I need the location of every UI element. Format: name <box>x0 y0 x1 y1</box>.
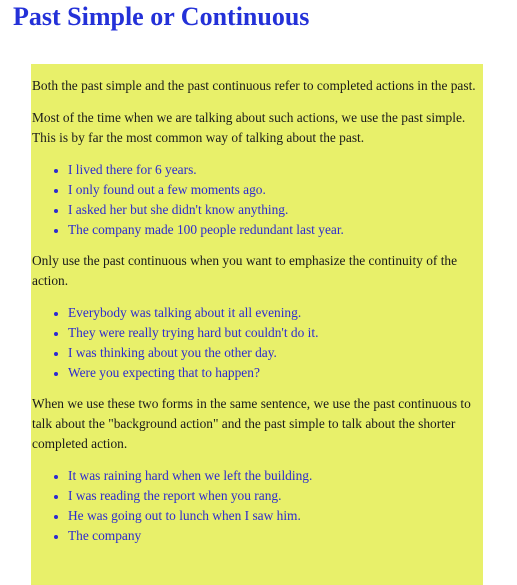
list-item: • Everybody was talking about it all evening. <box>68 303 482 323</box>
list-item: • I asked her but she didn't know anything. <box>68 200 482 220</box>
combined-forms-paragraph: When we use these two forms in the same sentence, we use the past continuous to talk about the "background action" and the past simple to talk about the shorter completed action. <box>32 396 471 451</box>
list-item: • I was reading the report when you rang. <box>68 486 482 506</box>
combined-examples-list <box>32 466 482 546</box>
past-continuous-paragraph: Only use the past continuous when you want to emphasize the continuity of the action. <box>32 253 458 288</box>
list-item: • They were really trying hard but couldn't do it. <box>68 323 482 343</box>
list-item: • I lived there for 6 years. <box>68 160 482 180</box>
past-simple-examples-list <box>32 160 482 240</box>
past-continuous-examples-list <box>32 303 482 383</box>
page-title: Past Simple or Continuous <box>13 2 310 31</box>
lesson-content <box>31 64 482 546</box>
list-item: • He was going out to lunch when I saw him. <box>68 506 482 526</box>
intro-paragraph: Both the past simple and the past continuous refer to completed actions in the past. <box>32 78 476 93</box>
lesson-content-box <box>31 64 483 585</box>
list-item: • The company made 100 people redundant last year. <box>68 220 482 240</box>
list-item: • It was raining hard when we left the building. <box>68 466 482 486</box>
past-simple-paragraph: Most of the time when we are talking about such actions, we use the past simple. This is by far the most common way of talking about the past. <box>32 110 466 145</box>
list-item: • I only found out a few moments ago. <box>68 180 482 200</box>
list-item: • Were you expecting that to happen? <box>68 363 482 383</box>
list-item: • I was thinking about you the other day. <box>68 343 482 363</box>
list-item: • The company <box>68 526 482 546</box>
